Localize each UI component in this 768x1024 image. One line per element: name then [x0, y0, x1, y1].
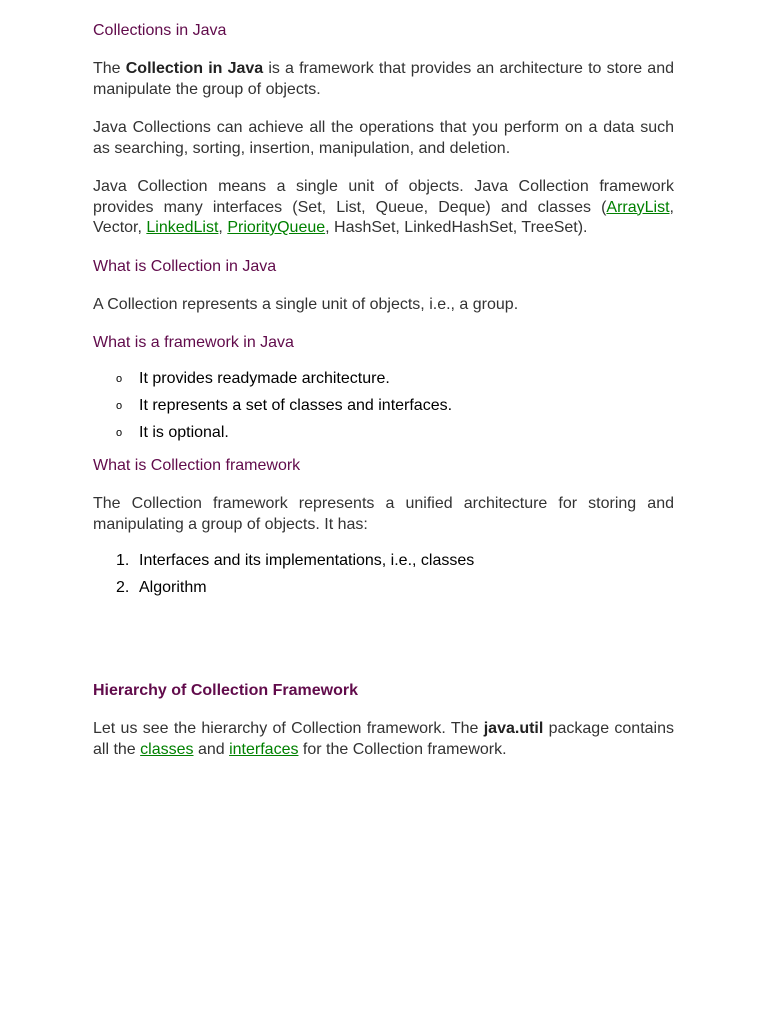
list-item-text: It is optional.: [139, 424, 229, 441]
paragraph-hierarchy: [93, 719, 674, 760]
list-item: [93, 392, 674, 419]
paragraph-collection-definition: A Collection represents a single unit of objects, i.e., a group.: [93, 295, 519, 313]
list-item-text: It provides readymade architecture.: [139, 370, 390, 387]
paragraph-intro: [93, 59, 674, 100]
heading-what-is-collection: What is Collection in Java: [93, 257, 277, 275]
intro-text-2: is a framework that provides an architecture to store and manipulate the group of objects.: [93, 60, 675, 98]
circle-bullet-icon: o: [116, 427, 123, 439]
framework-has-list: [93, 547, 674, 601]
heading-what-is-collection-framework: What is Collection framework: [93, 457, 301, 474]
priorityqueue-link[interactable]: PriorityQueue: [227, 219, 326, 236]
meaning-text-4: , HashSet, LinkedHashSet, TreeSet).: [325, 219, 588, 236]
heading-what-is-framework: What is a framework in Java: [93, 334, 294, 351]
list-item: [93, 365, 674, 392]
framework-list: [93, 365, 674, 446]
circle-bullet-icon: o: [116, 400, 123, 412]
heading-hierarchy: Hierarchy of Collection Framework: [93, 682, 358, 699]
meaning-text-1: Java Collection means a single unit of objects. Java Collection framework provides many interfaces (Set, List, Queue, Deque) and classes (: [93, 178, 674, 216]
document-page: [93, 21, 674, 760]
meaning-text-3: ,: [218, 219, 228, 236]
meaning-text-2: , Vector,: [93, 198, 674, 236]
heading-collections-in-java: Collections in Java: [93, 22, 227, 39]
arraylist-link[interactable]: ArrayList: [606, 198, 670, 216]
hierarchy-bold-package: java.util: [483, 720, 544, 737]
intro-text-1: The: [93, 60, 126, 77]
classes-link[interactable]: classes: [140, 740, 194, 758]
hierarchy-text-1: Let us see the hierarchy of Collection framework. The: [93, 720, 484, 737]
hierarchy-text-2: package contains all the: [93, 720, 675, 758]
list-item-text: Algorithm: [139, 579, 207, 596]
interfaces-link[interactable]: interfaces: [229, 740, 299, 758]
linkedlist-link[interactable]: LinkedList: [146, 219, 219, 236]
paragraph-framework-definition: The Collection framework represents a unified architecture for storing and manipulating a group of objects. It has:: [93, 495, 674, 533]
list-number: 2.: [116, 579, 130, 596]
list-item: [93, 574, 674, 601]
hierarchy-text-3: and: [193, 740, 230, 758]
list-item-text: It represents a set of classes and interfaces.: [139, 397, 453, 414]
paragraph-operations: Java Collections can achieve all the operations that you perform on a data such as searching, sorting, insertion, manipulation, and deletion.: [93, 119, 674, 157]
list-item: [93, 419, 674, 446]
intro-bold-term: Collection in Java: [125, 60, 264, 77]
circle-bullet-icon: o: [116, 373, 123, 385]
list-item-text: Interfaces and its implementations, i.e., classes: [139, 552, 475, 569]
list-item: [93, 547, 674, 574]
list-number: 1.: [116, 552, 130, 569]
paragraph-collection-meaning: [93, 177, 674, 239]
hierarchy-text-4: for the Collection framework.: [298, 740, 507, 758]
